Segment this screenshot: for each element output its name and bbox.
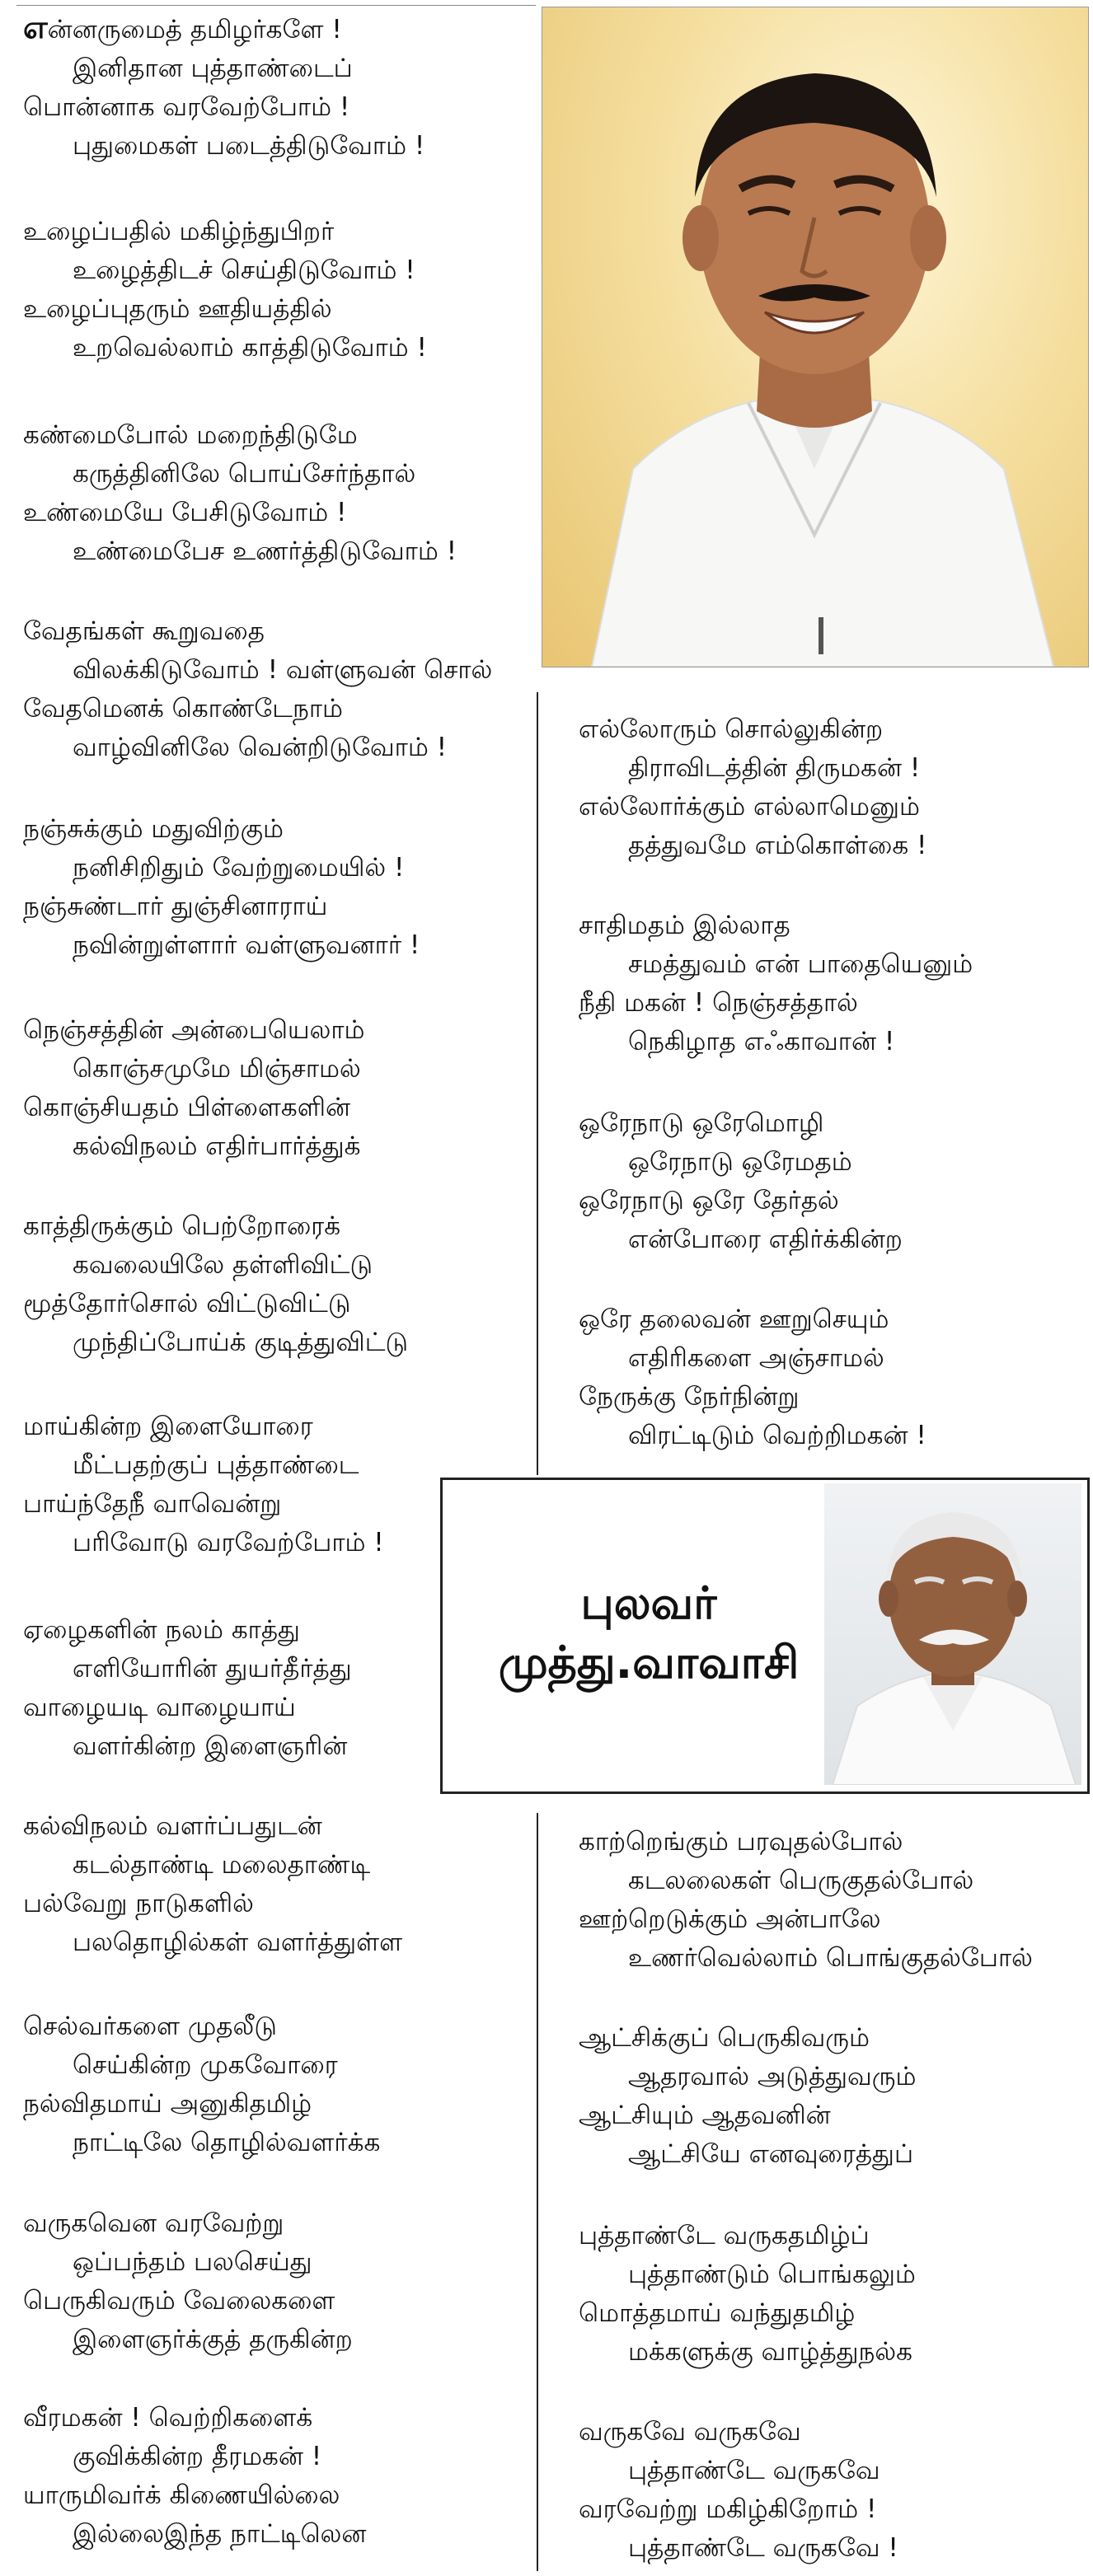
poem-line: வேதமெனக் கொண்டேநாம் [23, 694, 343, 724]
stanza [579, 710, 926, 865]
poem-line: இனிதான புத்தாண்டைப் [73, 54, 353, 83]
top-rule [16, 5, 536, 6]
poem-line: விரட்டிடும் வெற்றிமகன் ! [628, 1421, 926, 1450]
stanza [23, 1207, 408, 1362]
poem-line: இளைஞர்க்குத் தருகின்ற [73, 2325, 353, 2354]
poem-line: வரவேற்று மகிழ்கிறோம் ! [579, 2494, 877, 2524]
poem-line [23, 8, 425, 49]
poem-line: எளியோரின் துயர்தீர்த்து [73, 1654, 352, 1684]
poem-line: எல்லோரும் சொல்லுகின்ற [579, 714, 884, 744]
poem-line: வருகவென வரவேற்று [23, 2208, 284, 2238]
stanza [579, 2019, 916, 2174]
stanza [23, 1807, 402, 1962]
stanza [23, 2007, 380, 2162]
portrait-photo-author [824, 1483, 1081, 1785]
poem-line: பல்வேறு நாடுகளில் [23, 1889, 254, 1918]
poem-line: கல்விநலம் வளர்ப்பதுடன் [23, 1811, 322, 1841]
poem-line: நல்விதமாய் அனுகிதமிழ் [23, 2089, 312, 2119]
poem-line: கொஞ்சமுமே மிஞ்சாமல் [73, 1054, 361, 1084]
poem-line: திராவிடத்தின் திருமகன் ! [628, 753, 921, 783]
stanza [579, 2217, 916, 2372]
author-title: புலவர் [580, 1577, 717, 1629]
poem-line: ஊற்றெடுக்கும் அன்பாலே [579, 1904, 881, 1934]
poem-line: கவலையிலே தள்ளிவிட்டு [73, 1250, 373, 1280]
poem-line: ஏழைகளின் நலம் காத்து [23, 1615, 300, 1645]
stanza [23, 810, 420, 965]
poem-line: இல்லைஇந்த நாட்டிலென [73, 2519, 367, 2549]
poem-line: மீட்பதற்குப் புத்தாண்டை [73, 1450, 359, 1480]
poem-line: கடலலைகள் பெருகுதல்போல் [628, 1866, 974, 1895]
poem-line: நஞ்சுண்டார் துஞ்சினாராய் [23, 892, 328, 921]
poem-line: ஒரேநாடு ஒரேமொழி [579, 1108, 824, 1138]
poem-line: புத்தாண்டும் பொங்கலும் [628, 2260, 916, 2289]
poem-line: கருத்தினிலே பொய்சேர்ந்தால் [73, 459, 416, 489]
stanza [23, 612, 492, 767]
poem-line: மொத்தமாய் வந்துதமிழ் [579, 2298, 856, 2328]
poem-line: நெஞ்சத்தின் அன்பையெலாம் [23, 1015, 365, 1045]
poem-line: கடல்தாண்டி மலைதாண்டி [73, 1850, 371, 1880]
poem-line: உண்மைபேச உணர்த்திடுவோம் ! [73, 536, 457, 566]
poem-line: எதிரிகளை அஞ்சாமல் [628, 1343, 884, 1373]
poem-line: செய்கின்ற முகவோரை [73, 2050, 338, 2080]
poem-line: நவின்றுள்ளார் வள்ளுவனார் ! [73, 930, 420, 960]
poem-line: நனிசிறிதும் வேற்றுமையில் ! [73, 853, 405, 883]
stanza [23, 1011, 365, 1166]
poem-line-rest: ன்னருமைத் தமிழர்களே ! [47, 15, 342, 44]
poem-line: ஒரேநாடு ஒரே தேர்தல் [579, 1186, 839, 1215]
poem-line: ஒரே தலைவன் ஊறுசெயும் [579, 1304, 889, 1334]
poem-line: ஆட்சியும் ஆதவனின் [579, 2101, 831, 2130]
poem-line: உழைப்பதில் மகிழ்ந்துபிறர் [23, 217, 335, 246]
column-divider-bottom [537, 1813, 538, 2571]
poem-line: யாருமிவர்க் கிணையில்லை [23, 2480, 340, 2510]
poem-line: புதுமைகள் படைத்திடுவோம் ! [73, 131, 425, 161]
poem-line: புத்தாண்டே வருகதமிழ்ப் [579, 2221, 870, 2250]
poem-line: சாதிமதம் இல்லாத [579, 911, 790, 940]
poem-line: முந்திப்போய்க் குடித்துவிட்டு [73, 1328, 409, 1357]
stanza [23, 2204, 353, 2359]
poem-line: வாழையடி வாழையாய் [23, 1693, 296, 1722]
drop-initial: எ [23, 9, 48, 45]
poem-line: வேதங்கள் கூறுவதை [23, 616, 265, 646]
poem-line: வாழ்வினிலே வென்றிடுவோம் ! [73, 733, 448, 762]
poem-line: பெருகிவரும் வேலைகளை [23, 2286, 335, 2316]
stanza [579, 1300, 926, 1455]
portrait-photo-leader [542, 7, 1089, 667]
poem-line: மூத்தோர்சொல் விட்டுவிட்டு [23, 1289, 351, 1318]
poem-line: மக்களுக்கு வாழ்த்துநல்க [628, 2337, 912, 2367]
poem-line: எல்லோர்க்கும் எல்லாமெனும் [579, 792, 920, 822]
poem-line: காத்திருக்கும் பெற்றோரைக் [23, 1211, 341, 1241]
poem-line: நஞ்சுக்கும் மதுவிற்கும் [23, 814, 284, 844]
poem-line: உண்மையே பேசிடுவோம் ! [23, 498, 347, 527]
poem-line: நெகிழாத எஃகாவான் ! [628, 1027, 895, 1056]
stanza [579, 906, 973, 1061]
stanza [23, 8, 425, 166]
poem-line: விலக்கிடுவோம் ! வள்ளுவன் சொல் [73, 655, 493, 685]
poem-line: கொஞ்சியதம் பிள்ளைகளின் [23, 1093, 351, 1122]
poem-line: வளர்கின்ற இளைஞரின் [73, 1731, 348, 1761]
column-divider-top [537, 692, 538, 1475]
poem-line: குவிக்கின்ற தீரமகன் ! [73, 2442, 322, 2471]
poem-line: பரிவோடு வரவேற்போம் ! [73, 1528, 384, 1557]
poem-line: உழைத்திடச் செய்திடுவோம் ! [73, 255, 415, 285]
poem-line: பலதொழில்கள் வளர்த்துள்ள [73, 1927, 403, 1957]
poem-line: பொன்னாக வரவேற்போம் ! [23, 92, 350, 122]
poem-line: ஒப்பந்தம் பலசெய்து [73, 2247, 312, 2277]
poem-line: உழைப்புதரும் ஊதியத்தில் [23, 294, 332, 324]
poem-line: உணர்வெல்லாம் பொங்குதல்போல் [628, 1943, 1033, 1973]
stanza [23, 2399, 366, 2554]
poem-line: மாய்கின்ற இளையோரை [23, 1412, 313, 1441]
poem-line: கண்மைபோல் மறைந்திடுமே [23, 420, 358, 450]
poem-line: காற்றெங்கும் பரவுதல்போல் [579, 1827, 903, 1857]
poem-line: ஆதரவால் அடுத்துவரும் [628, 2062, 917, 2091]
poem-line: நீதி மகன் ! நெஞ்சத்தால் [579, 988, 858, 1018]
poem-line: செல்வர்களை முதலீடு [23, 2012, 277, 2041]
stanza [579, 2413, 898, 2568]
stanza [23, 213, 427, 368]
poem-line: புத்தாண்டே வருகவே ! [628, 2533, 898, 2563]
poem-line: உறவெல்லாம் காத்திடுவோம் ! [73, 333, 427, 363]
poem-line: ஆட்சியே எனவுரைத்துப் [628, 2139, 914, 2169]
stanza [23, 1611, 352, 1766]
stanza [579, 1823, 1033, 1978]
stanza [23, 416, 457, 571]
poem-line: நேருக்கு நேர்நின்று [579, 1382, 800, 1412]
poem-line: பாய்ந்தேநீ வாவென்று [23, 1489, 282, 1519]
poem-line: தத்துவமே எம்கொள்கை ! [628, 831, 927, 860]
stanza [579, 1104, 903, 1259]
poem-line: ஒரேநாடு ஒரேமதம் [628, 1147, 852, 1177]
poem-line: ஆட்சிக்குப் பெருகிவரும் [579, 2023, 870, 2053]
stanza [23, 1407, 384, 1562]
author-fullname: முத்து.வாவாசி [498, 1637, 800, 1688]
poem-line: புத்தாண்டே வருகவே [628, 2456, 880, 2485]
poem-line: கல்விநலம் எதிர்பார்த்துக் [73, 1131, 361, 1161]
poem-line: சமத்துவம் என் பாதையெனும் [628, 949, 973, 979]
poem-line: வருகவே வருகவே [579, 2417, 801, 2447]
poem-line: என்போரை எதிர்க்கின்ற [628, 1225, 903, 1254]
poem-line: நாட்டிலே தொழில்வளர்க்க [73, 2128, 381, 2157]
author-name [480, 1574, 818, 1693]
poem-line: வீரமகன் ! வெற்றிகளைக் [23, 2403, 313, 2433]
